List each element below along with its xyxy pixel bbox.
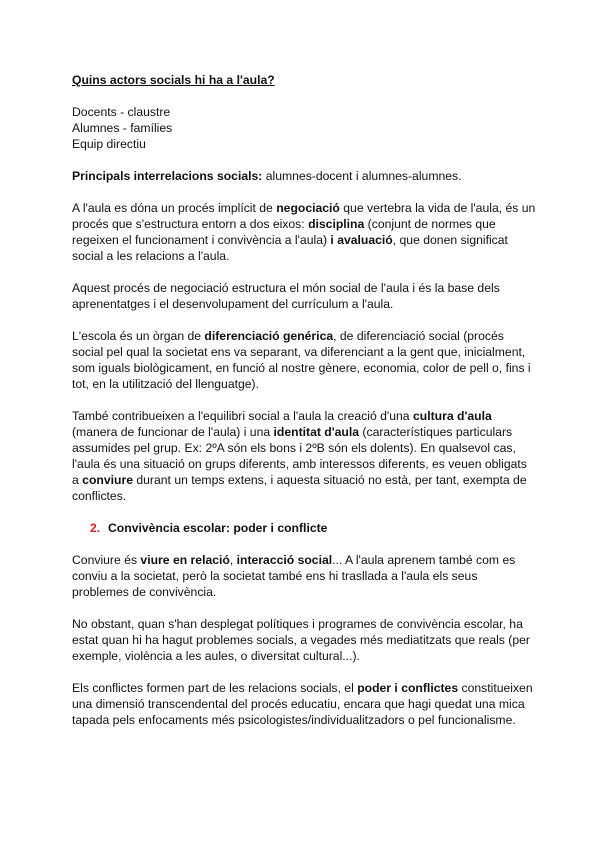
interrelations-text: alumnes-docent i alumnes-alumnes. bbox=[262, 169, 462, 183]
actor-item-alumnes: Alumnes - famílies bbox=[72, 121, 173, 135]
bold-term: identitat d'aula bbox=[273, 425, 360, 439]
paragraph-politiques: No obstant, quan s'han desplegat polítiques i programes de convivència escolar, ha estat quan hi ha hagut problemes socials, a vegades més mediatitzats que reals (per exemple, violència a les aules, o diversitat cultural...). bbox=[72, 617, 530, 663]
text-run: constitueixen una dimensió transcendental del procés educatiu, encara que hagi quedat una mica tapada pels enfocaments més psicologistes/individualitzadors o pel funcionalisme. bbox=[72, 681, 533, 727]
paragraph-diferenciacio bbox=[72, 328, 536, 392]
actor-item-equip: Equip directiu bbox=[72, 137, 146, 151]
bold-term: poder i conflictes bbox=[357, 681, 459, 695]
text-run: L'escola és un òrgan de bbox=[72, 329, 205, 343]
text-run: Conviure és bbox=[72, 553, 141, 567]
interrelations-label: Principals interrelacions socials: bbox=[72, 169, 263, 183]
text-run: que vertebra la vida de l'aula, és un procés que s'estructura entorn a dos eixos: bbox=[72, 201, 536, 231]
text-run: , de diferenciació social (procés social pel qual la societat ens va separant, va diferenciant a la gent que, inicialment, som iguals biològicament, en funció al nostre gènere, economia, color de pell o, fins i tot, en la utilització del llenguatge). bbox=[72, 329, 531, 391]
bold-term: viure en relació bbox=[140, 553, 230, 567]
interrelations-paragraph bbox=[72, 168, 536, 184]
text-run: A l'aula es dóna un procés implícit de bbox=[72, 201, 277, 215]
text-run: , que donen significat social a les relacions a l'aula. bbox=[72, 233, 508, 263]
section-title: Convivència escolar: poder i conflicte bbox=[108, 521, 328, 535]
bold-term: interacció social bbox=[236, 553, 333, 567]
paragraph-conflictes bbox=[72, 680, 536, 728]
bold-term: disciplina bbox=[308, 217, 365, 231]
section-number: 2. bbox=[90, 521, 101, 535]
text-run: durant un temps extens, i aquesta situació no està, per tant, exempta de conflictes. bbox=[72, 473, 527, 503]
text-run: També contribueixen a l'equilibri social a l'aula la creació d'una bbox=[72, 409, 413, 423]
actor-item-docents: Docents - claustre bbox=[72, 105, 171, 119]
paragraph-conviure bbox=[72, 552, 536, 600]
text-run: (característiques particulars assumides pel grup. Ex: 2ºA són els bons i 2ºB són els dolents). En qualsevol cas, l'aula és una situació on grups diferents, amb interessos diferents, es veuen obligats a bbox=[72, 425, 527, 487]
text-run: , bbox=[229, 553, 237, 567]
bold-term: conviure bbox=[82, 473, 133, 487]
text-run: (manera de funcionar de l'aula) i una bbox=[72, 425, 274, 439]
text-run: ... A l'aula aprenem també com es conviu a la societat, però la societat també ens hi trasllada a l'aula els seus problemes de convivència. bbox=[72, 553, 516, 599]
section-heading bbox=[90, 520, 554, 536]
bold-term: negociació bbox=[276, 201, 340, 215]
text-run: Els conflictes formen part de les relacions socials, el bbox=[72, 681, 358, 695]
bold-term: cultura d'aula bbox=[412, 409, 492, 423]
bold-term: diferenciació genérica bbox=[204, 329, 334, 343]
paragraph-estructura: Aquest procés de negociació estructura el món social de l'aula i és la base dels aprenentatges i el desenvolupament del currículum a l'aula. bbox=[72, 281, 500, 311]
text-run: (conjunt de normes que regeixen el funcionament i convivència a l'aula) bbox=[72, 217, 496, 247]
actors-list bbox=[72, 104, 536, 152]
page-title: Quins actors socials hi ha a l'aula? bbox=[72, 73, 275, 87]
paragraph-negociacio bbox=[72, 200, 536, 264]
bold-term: i avaluació bbox=[330, 233, 393, 247]
paragraph-cultura bbox=[72, 408, 536, 504]
